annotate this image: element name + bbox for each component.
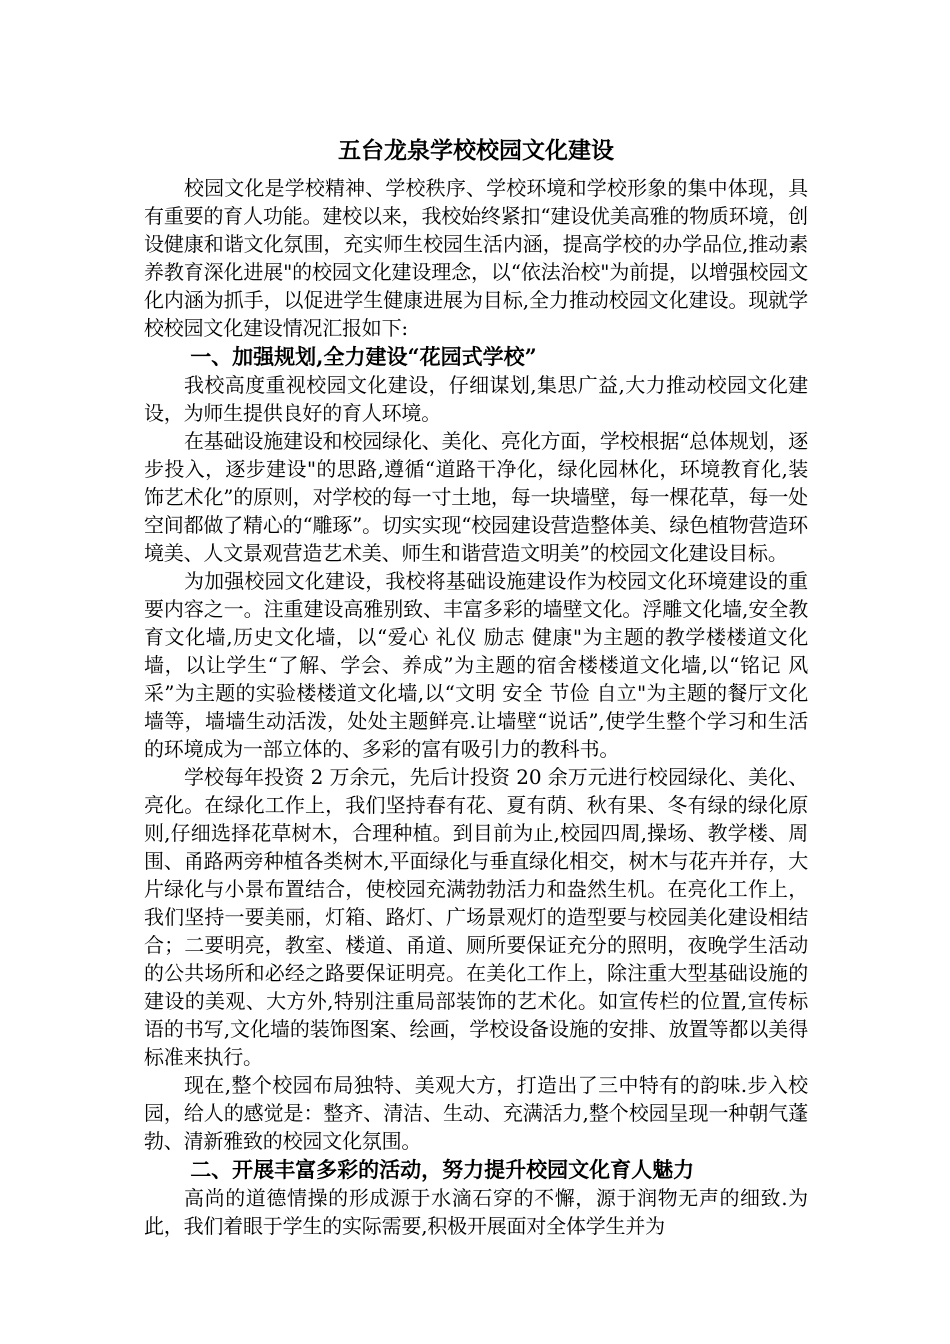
section-1-paragraph-1: 我校高度重视校园文化建设，仔细谋划,集思广益,大力推动校园文化建设，为师生提供良好的育人环境。: [144, 373, 808, 425]
section-1-paragraph-2: 在基础设施建设和校园绿化、美化、亮化方面，学校根据“总体规划，逐步投入，逐步建设"的思路,遵循“道路干净化，绿化园林化，环境教育化,装饰艺术化”的原则，对学校的每一寸土地，每一块墙壁，每一棵花草，每一处空间都做了精心的“雕琢”。切实实现“校园建设营造整体美、绿色植物营造环境美、人文景观营造艺术美、师生和谐营造文明美”的校园文化建设目标。: [144, 429, 808, 565]
section-1-heading: 一、加强规划,全力建设“花园式学校”: [190, 344, 537, 369]
section-1-paragraph-4: 学校每年投资 2 万余元，先后计投资 20 余万元进行校园绿化、美化、亮化。在绿化工作上，我们坚持春有花、夏有荫、秋有果、冬有绿的绿化原则,仔细选择花草树木，合理种植。到目前为止,校园四周,操场、教学楼、周围、甬路两旁种植各类树木,平面绿化与垂直绿化相交，树木与花卉并存，大片绿化与小景布置结合，使校园充满勃勃活力和盎然生机。在亮化工作上，我们坚持一要美丽，灯箱、路灯、广场景观灯的造型要与校园美化建设相结合；二要明亮，教室、楼道、甬道、厕所要保证充分的照明，夜晚学生活动的公共场所和必经之路要保证明亮。在美化工作上，除注重大型基础设施的建设的美观、大方外,特别注重局部装饰的艺术化。如宣传栏的位置,宣传标语的书写,文化墙的装饰图案、绘画，学校设备设施的安排、放置等都以美得标准来执行。: [144, 765, 808, 1069]
document-title: 五台龙泉学校校园文化建设: [338, 137, 614, 164]
section-1-paragraph-5: 现在,整个校园布局独特、美观大方，打造出了三中特有的韵味.步入校园，给人的感觉是：整齐、清洁、生动、充满活力,整个校园呈现一种朝气蓬勃、清新雅致的校园文化氛围。: [144, 1073, 808, 1153]
section-2-heading: 二、开展丰富多彩的活动，努力提升校园文化育人魅力: [190, 1157, 695, 1182]
intro-paragraph: 校园文化是学校精神、学校秩序、学校环境和学校形象的集中体现，具有重要的育人功能。建校以来，我校始终紧扣“建设优美高雅的物质环境，创设健康和谐文化氛围，充实师生校园生活内涵，提高学校的办学品位,推动素养教育深化进展"的校园文化建设理念，以“依法治校"为前提，以增强校园文化内涵为抓手，以促进学生健康进展为目标,全力推动校园文化建设。现就学校校园文化建设情况汇报如下:: [144, 176, 808, 340]
document-page: [144, 128, 808, 1240]
section-1-paragraph-3: 为加强校园文化建设，我校将基础设施建设作为校园文化环境建设的重要内容之一。注重建设高雅别致、丰富多彩的墙壁文化。浮雕文化墙,安全教育文化墙,历史文化墙，以“爱心 礼仪 励志 健康"为主题的教学楼楼道文化墙，以让学生“了解、学会、养成”为主题的宿舍楼楼道文化墙,以“铭记 风采”为主题的实验楼楼道文化墙,以“文明 安全 节俭 自立"为主题的餐厅文化墙等，墙墙生动活泼，处处主题鲜亮.让墙壁“说话”,使学生整个学习和生活的环境成为一部立体的、多彩的富有吸引力的教科书。: [144, 569, 808, 761]
section-2-paragraph-1: 高尚的道德情操的形成源于水滴石穿的不懈，源于润物无声的细致.为此，我们着眼于学生的实际需要,积极开展面对全体学生并为: [144, 1186, 808, 1238]
